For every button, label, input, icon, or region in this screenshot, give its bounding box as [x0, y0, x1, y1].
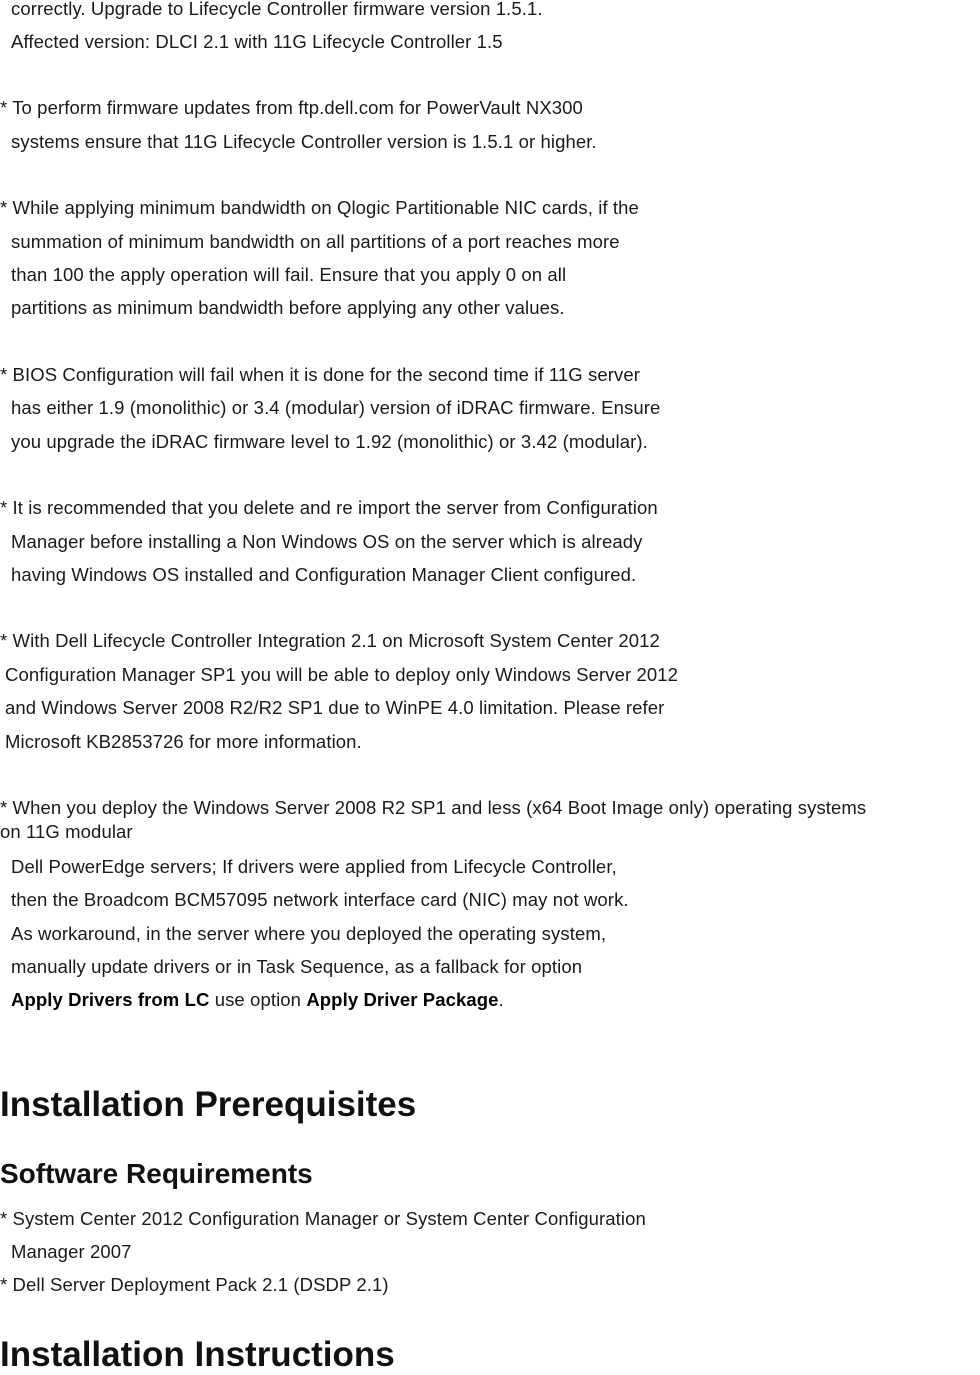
heading-installation-instructions: Installation Instructions: [0, 1335, 395, 1374]
text-line: As workaround, in the server where you deployed the operating system,: [11, 923, 607, 944]
text-line: having Windows OS installed and Configuration Manager Client configured.: [11, 564, 637, 585]
text-line: on 11G modular: [0, 821, 133, 842]
text-line: Configuration Manager SP1 you will be able to deploy only Windows Server 2012: [5, 664, 679, 685]
requirement-item: * Dell Server Deployment Pack 2.1 (DSDP 2.1): [0, 1274, 389, 1295]
requirement-item: * System Center 2012 Configuration Manager or System Center Configuration: [0, 1208, 646, 1229]
text-line: summation of minimum bandwidth on all partitions of a port reaches more: [11, 231, 620, 252]
bold-option-apply-drivers-from-lc: Apply Drivers from LC: [11, 989, 210, 1010]
text-line: then the Broadcom BCM57095 network interface card (NIC) may not work.: [11, 889, 629, 910]
text-line: partitions as minimum bandwidth before applying any other values.: [11, 297, 565, 318]
text-line: Manager before installing a Non Windows OS on the server which is already: [11, 531, 643, 552]
heading-software-requirements: Software Requirements: [0, 1158, 313, 1189]
text-line: has either 1.9 (monolithic) or 3.4 (modular) version of iDRAC firmware. Ensure: [11, 397, 661, 418]
text-line: * BIOS Configuration will fail when it is done for the second time if 11G server: [0, 364, 641, 385]
heading-installation-prerequisites: Installation Prerequisites: [0, 1085, 417, 1124]
text-line: * It is recommended that you delete and re import the server from Configuration: [0, 497, 658, 518]
text-line: * With Dell Lifecycle Controller Integration 2.1 on Microsoft System Center 2012: [0, 630, 660, 651]
text-line: manually update drivers or in Task Sequence, as a fallback for option: [11, 956, 583, 977]
requirement-item: Manager 2007: [11, 1241, 132, 1262]
text-line: than 100 the apply operation will fail. Ensure that you apply 0 on all: [11, 264, 567, 285]
text-line: Dell PowerEdge servers; If drivers were applied from Lifecycle Controller,: [11, 856, 617, 877]
text-line: correctly. Upgrade to Lifecycle Controller firmware version 1.5.1.: [11, 0, 543, 19]
text-line: * To perform firmware updates from ftp.dell.com for PowerVault NX300: [0, 97, 583, 118]
bold-option-apply-driver-package: Apply Driver Package: [306, 989, 499, 1010]
text-line: you upgrade the iDRAC firmware level to 1.92 (monolithic) or 3.42 (modular).: [11, 431, 648, 452]
text-line: * When you deploy the Windows Server 2008 R2 SP1 and less (x64 Boot Image only) operating systems: [0, 797, 867, 818]
text-span: use option: [209, 989, 307, 1010]
text-line: Affected version: DLCI 2.1 with 11G Lifecycle Controller 1.5: [11, 31, 503, 52]
text-line: * While applying minimum bandwidth on Qlogic Partitionable NIC cards, if the: [0, 197, 639, 218]
text-line: Microsoft KB2853726 for more information.: [5, 731, 362, 752]
text-line: and Windows Server 2008 R2/R2 SP1 due to WinPE 4.0 limitation. Please refer: [5, 697, 665, 718]
text-line: systems ensure that 11G Lifecycle Controller version is 1.5.1 or higher.: [11, 131, 597, 152]
text-span: .: [498, 989, 504, 1010]
text-line-apply-drivers: [11, 989, 504, 1011]
